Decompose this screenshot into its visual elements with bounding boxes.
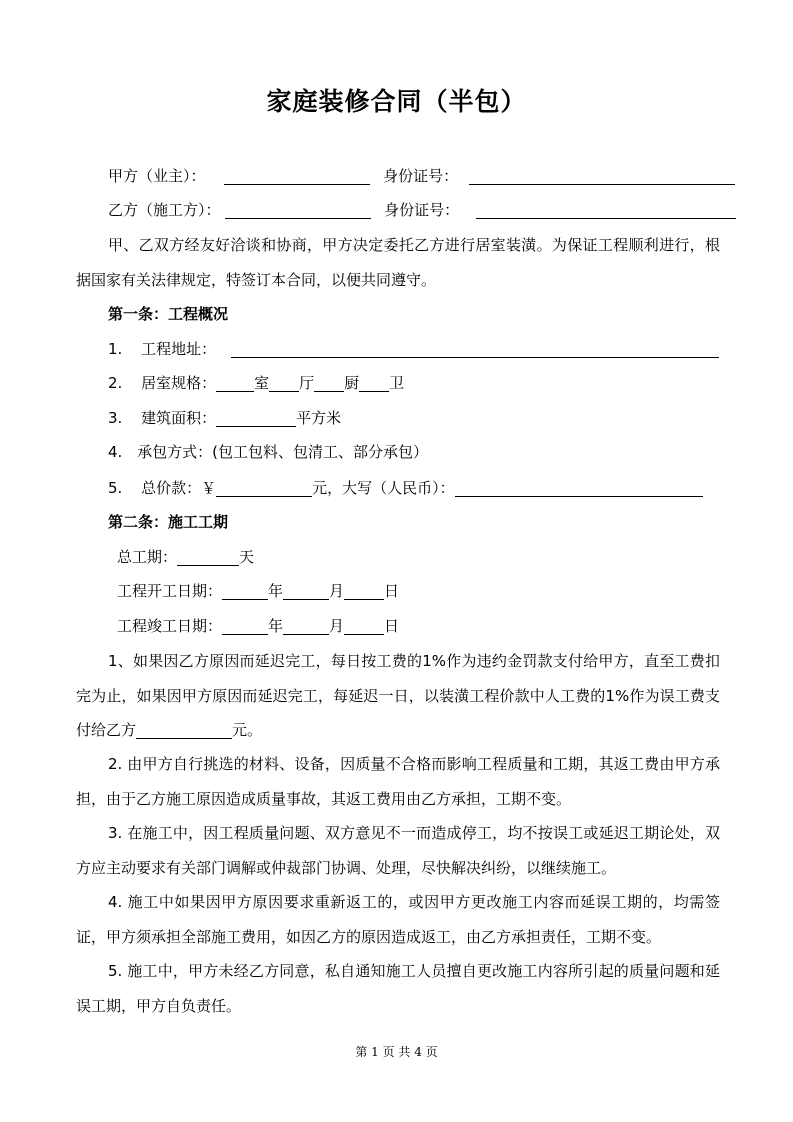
- total-duration-label: 总工期：: [117, 548, 178, 566]
- bath-count-blank[interactable]: [359, 375, 389, 392]
- party-b-label: 乙方（施工方）：: [108, 201, 221, 219]
- address-blank[interactable]: [231, 341, 719, 358]
- delay-fee-blank[interactable]: [136, 722, 232, 739]
- end-month-blank[interactable]: [283, 618, 329, 635]
- item-3-number: 3.: [108, 409, 123, 427]
- start-day-unit: 日: [384, 582, 400, 600]
- clause-4: 4. 施工中如果因甲方原因要求重新返工的，或因甲方更改施工内容而延误工期的，均需签证，甲方须承担全部施工费用，如因乙方的原因造成返工，由乙方承担责任，工期不变。: [76, 893, 720, 946]
- item-1-address: [108, 338, 719, 360]
- hall-unit: 厅: [299, 374, 315, 392]
- end-year-blank[interactable]: [222, 618, 268, 635]
- document-title: 家庭装修合同（半包）: [266, 87, 527, 116]
- item-2-number: 2.: [108, 374, 123, 392]
- bath-unit: 卫: [389, 374, 405, 392]
- clause-1-text: 1、如果因乙方原因而延迟完工，每日按工费的1%作为违约金罚款支付给甲方，直至工费扣完为止，如果因甲方原因而延迟完工，每延迟一日，以装潢工程价款中人工费的1%作为误工费支付给乙方: [76, 652, 720, 739]
- party-a-id-blank[interactable]: [469, 168, 735, 185]
- clause-1-end: 元。: [232, 721, 263, 739]
- hall-count-blank[interactable]: [269, 375, 299, 392]
- start-date-label: 工程开工日期：: [117, 582, 223, 600]
- start-year-blank[interactable]: [222, 583, 268, 600]
- start-day-blank[interactable]: [344, 583, 384, 600]
- intro-paragraph: 甲、乙双方经友好洽谈和协商，甲方决定委托乙方进行居室装潢。为保证工程顺利进行，根据国家有关法律规定，特签订本合同，以便共同遵守。: [76, 236, 720, 289]
- end-date-line: [117, 615, 399, 637]
- room-count-blank[interactable]: [216, 375, 254, 392]
- item-4-number: 4.: [108, 443, 123, 461]
- clause-3: 3. 在施工中，因工程质量问题、双方意见不一而造成停工，均不按误工或延迟工期论处，双方应主动要求有关部门调解或仲裁部门协调、处理，尽快解决纠纷，以继续施工。: [76, 824, 720, 877]
- page-footer: 第 1 页 共 4 页: [355, 1045, 438, 1059]
- start-year-unit: 年: [268, 582, 284, 600]
- party-a-label: 甲方（业主）：: [108, 167, 206, 185]
- article-2-heading: 第二条：施工工期: [108, 513, 229, 531]
- area-unit: 平方米: [296, 409, 342, 427]
- party-b-id-blank[interactable]: [476, 202, 736, 219]
- total-duration-line: [117, 546, 254, 568]
- article-1-heading: 第一条：工程概况: [108, 305, 229, 323]
- end-month-unit: 月: [329, 617, 345, 635]
- item-5-price: [108, 477, 703, 499]
- end-year-unit: 年: [268, 617, 284, 635]
- party-b-line: [108, 199, 736, 221]
- start-date-line: [117, 580, 399, 602]
- day-unit: 天: [239, 548, 255, 566]
- start-month-unit: 月: [329, 582, 345, 600]
- price-words-blank[interactable]: [455, 480, 703, 497]
- item-5-label: 总价款：￥: [141, 479, 217, 497]
- item-5-mid: 元，大写（人民币）：: [312, 479, 455, 497]
- party-a-line: [108, 165, 735, 187]
- item-2-rooms: [108, 372, 404, 394]
- item-2-label: 居室规格：: [141, 374, 217, 392]
- end-day-unit: 日: [384, 617, 400, 635]
- item-1-number: 1.: [108, 340, 123, 358]
- end-day-blank[interactable]: [344, 618, 384, 635]
- total-days-blank[interactable]: [177, 549, 239, 566]
- item-4-contract-mode: [108, 441, 428, 463]
- clause-2: 2. 由甲方自行挑选的材料、设备，因质量不合格而影响工程质量和工期，其返工费由甲方承担，由于乙方施工原因造成质量事故，其返工费用由乙方承担，工期不变。: [76, 755, 720, 808]
- kitchen-unit: 厨: [344, 374, 360, 392]
- item-3-label: 建筑面积：: [141, 409, 217, 427]
- party-a-id-label: 身份证号：: [383, 167, 459, 185]
- clause-1: [76, 644, 720, 748]
- start-month-blank[interactable]: [283, 583, 329, 600]
- party-b-blank[interactable]: [225, 202, 371, 219]
- item-5-number: 5.: [108, 479, 123, 497]
- item-4-text: 承包方式：(包工包料、包清工、部分承包）: [137, 443, 428, 461]
- item-3-area: [108, 407, 341, 429]
- end-date-label: 工程竣工日期：: [117, 617, 223, 635]
- clause-5: 5. 施工中，甲方未经乙方同意，私自通知施工人员擅自更改施工内容所引起的质量问题和延误工期，甲方自负责任。: [76, 962, 720, 1015]
- party-b-id-label: 身份证号：: [384, 201, 460, 219]
- room-unit: 室: [254, 374, 270, 392]
- price-number-blank[interactable]: [216, 480, 312, 497]
- area-blank[interactable]: [216, 410, 296, 427]
- party-a-blank[interactable]: [224, 168, 370, 185]
- item-1-label: 工程地址：: [141, 340, 217, 358]
- kitchen-count-blank[interactable]: [314, 375, 344, 392]
